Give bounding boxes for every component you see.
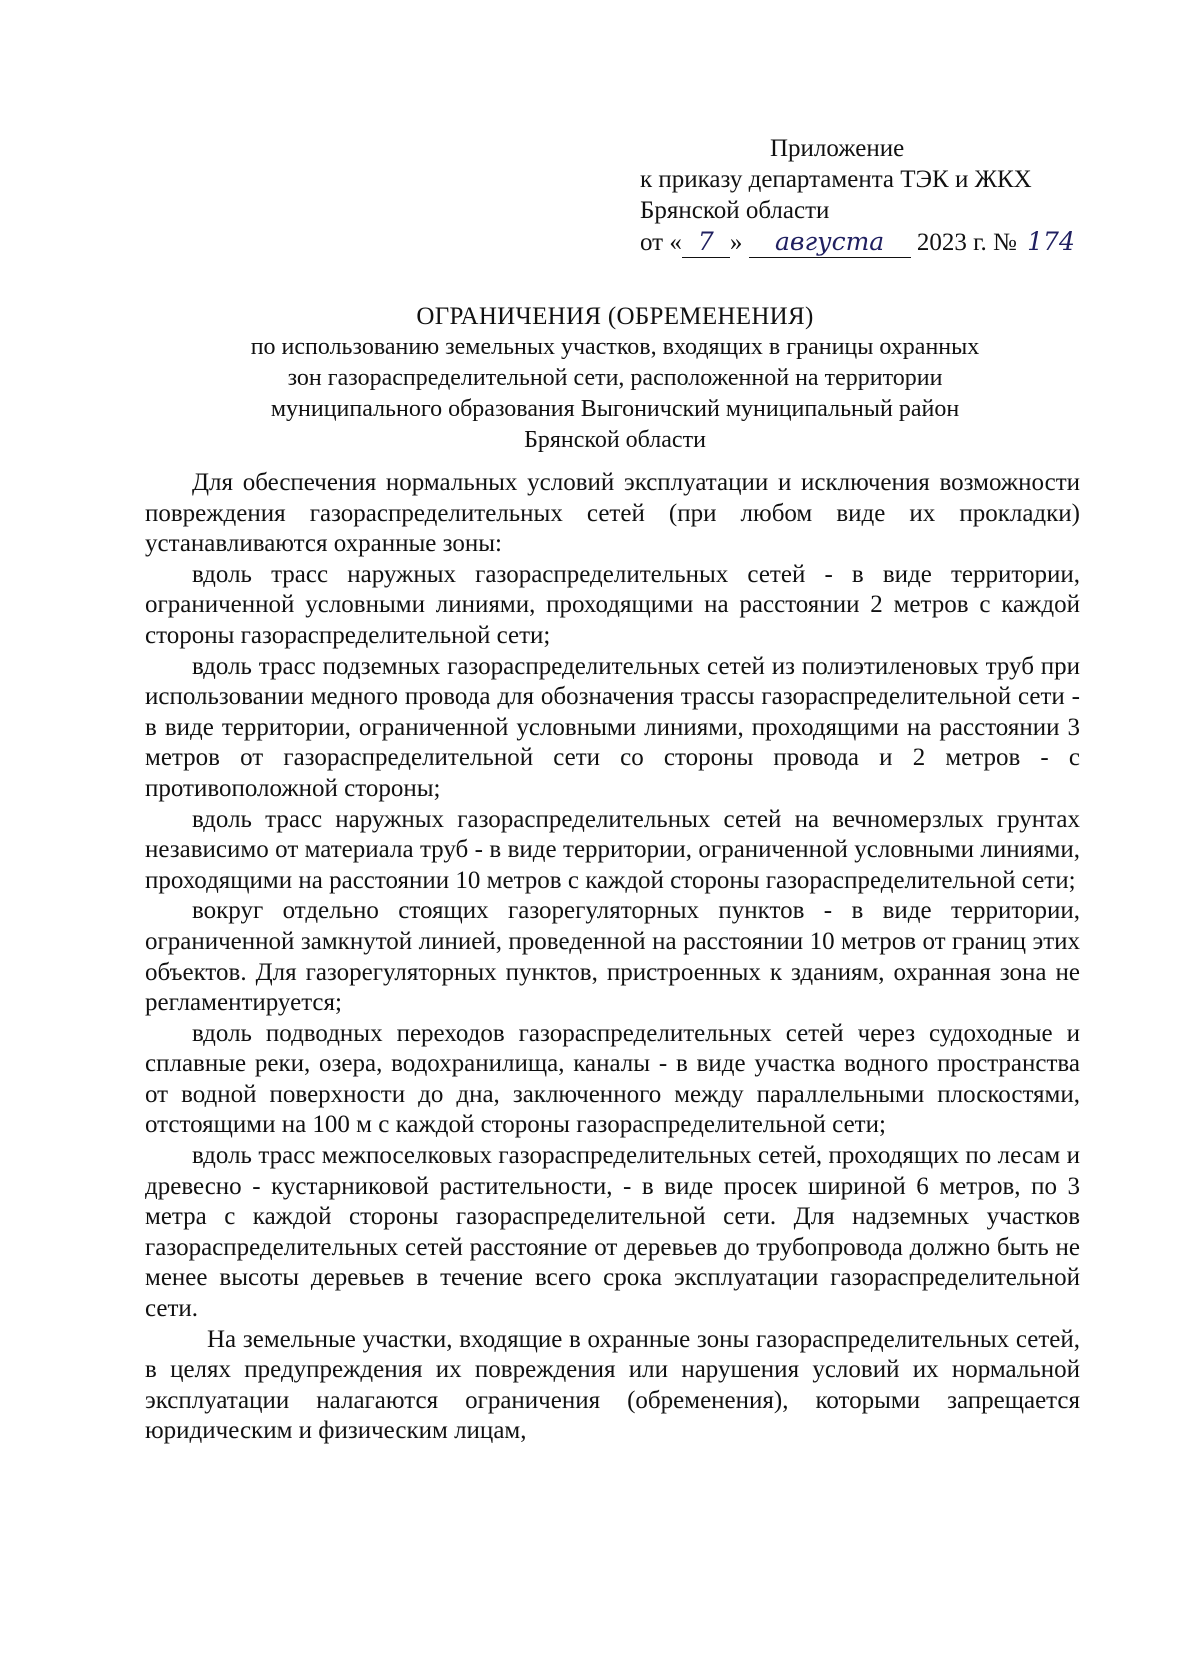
date-mid: » [729, 229, 743, 256]
document-title [140, 301, 1090, 456]
title-line-1: по использованию земельных участков, входящих в границы охранных [250, 334, 980, 360]
paragraph-zone-underwater: вдоль подводных переходов газораспределительных сетей через судоходные и сплавные реки, озера, водохранилища, каналы - в виде участка водного пространства от водной поверхности до дна, заключенного между параллельными плоскостями, отстоящими на 100 м с каждой стороны газораспределительной сети; [145, 1019, 1080, 1139]
paragraph-intro: Для обеспечения нормальных условий эксплуатации и исключения возможности повреждения газораспределительных сетей (при любом виде их прокладки) устанавливаются охранные зоны: [145, 469, 1080, 558]
title-line-2: зон газораспределительной сети, расположенной на территории [287, 365, 943, 391]
appendix-order-ref: к приказу департамента ТЭК и ЖКХ [640, 166, 1032, 193]
title-main: ОГРАНИЧЕНИЯ (ОБРЕМЕНЕНИЯ) [416, 303, 814, 330]
appendix-date-line [640, 226, 1075, 258]
date-month-handwritten: августа [749, 226, 911, 258]
paragraph-zone-underground: вдоль трасс подземных газораспределительных сетей из полиэтиленовых труб при использовании медного провода для обозначения трассы газораспределительной сети - в виде территории, ограниченной условными линиями, проходящими на расстоянии 3 метров от газораспределительной сети со стороны провода и 2 метров - с противоположной стороны; [145, 652, 1080, 802]
paragraph-zone-regulator-points: вокруг отдельно стоящих газорегуляторных пунктов - в виде территории, ограниченной замкнутой линией, проведенной на расстоянии 10 метров от границ этих объектов. Для газорегуляторных пунктов, пристроенных к зданиям, охранная зона не регламентируется; [145, 897, 1080, 1017]
paragraph-zone-outdoor: вдоль трасс наружных газораспределительных сетей - в виде территории, ограниченной условными линиями, проходящими на расстоянии 2 метров с каждой стороны газораспределительной сети; [145, 560, 1080, 649]
paragraph-zone-forest: вдоль трасс межпоселковых газораспределительных сетей, проходящих по лесам и древесно - кустарниковой растительности, - в виде просек шириной 6 метров, по 3 метра с каждой стороны газораспределительной сети. Для надземных участков газораспределительных сетей расстояние от деревьев до трубопровода должно быть не менее высоты деревьев в течение всего срока эксплуатации газораспределительной сети. [145, 1142, 1080, 1323]
appendix-label: Приложение [770, 135, 905, 162]
paragraph-zone-permafrost: вдоль трасс наружных газораспределительных сетей на вечномерзлых грунтах независимо от материала труб - в виде территории, ограниченной условными линиями, проходящими на расстоянии 10 метров с каждой стороны газораспределительной сети; [145, 805, 1080, 894]
title-line-4: Брянской области [524, 427, 706, 453]
document-body [145, 468, 1080, 1447]
title-line-3: муниципального образования Выгоничский муниципальный район [270, 396, 960, 422]
appendix-region: Брянской области [640, 197, 830, 224]
date-year: 2023 г. № [916, 229, 1017, 256]
appendix-header [640, 133, 1075, 258]
order-number-handwritten: 174 [1027, 227, 1075, 256]
date-day-handwritten: 7 [682, 226, 730, 258]
paragraph-restrictions: На земельные участки, входящие в охранные зоны газораспределительных сетей, в целях предупреждения их повреждения или нарушения условий их нормальной эксплуатации налагаются ограничения (обременения), которыми запрещается юридическим и физическим лицам, [145, 1325, 1080, 1445]
date-prefix: от « [640, 229, 682, 256]
